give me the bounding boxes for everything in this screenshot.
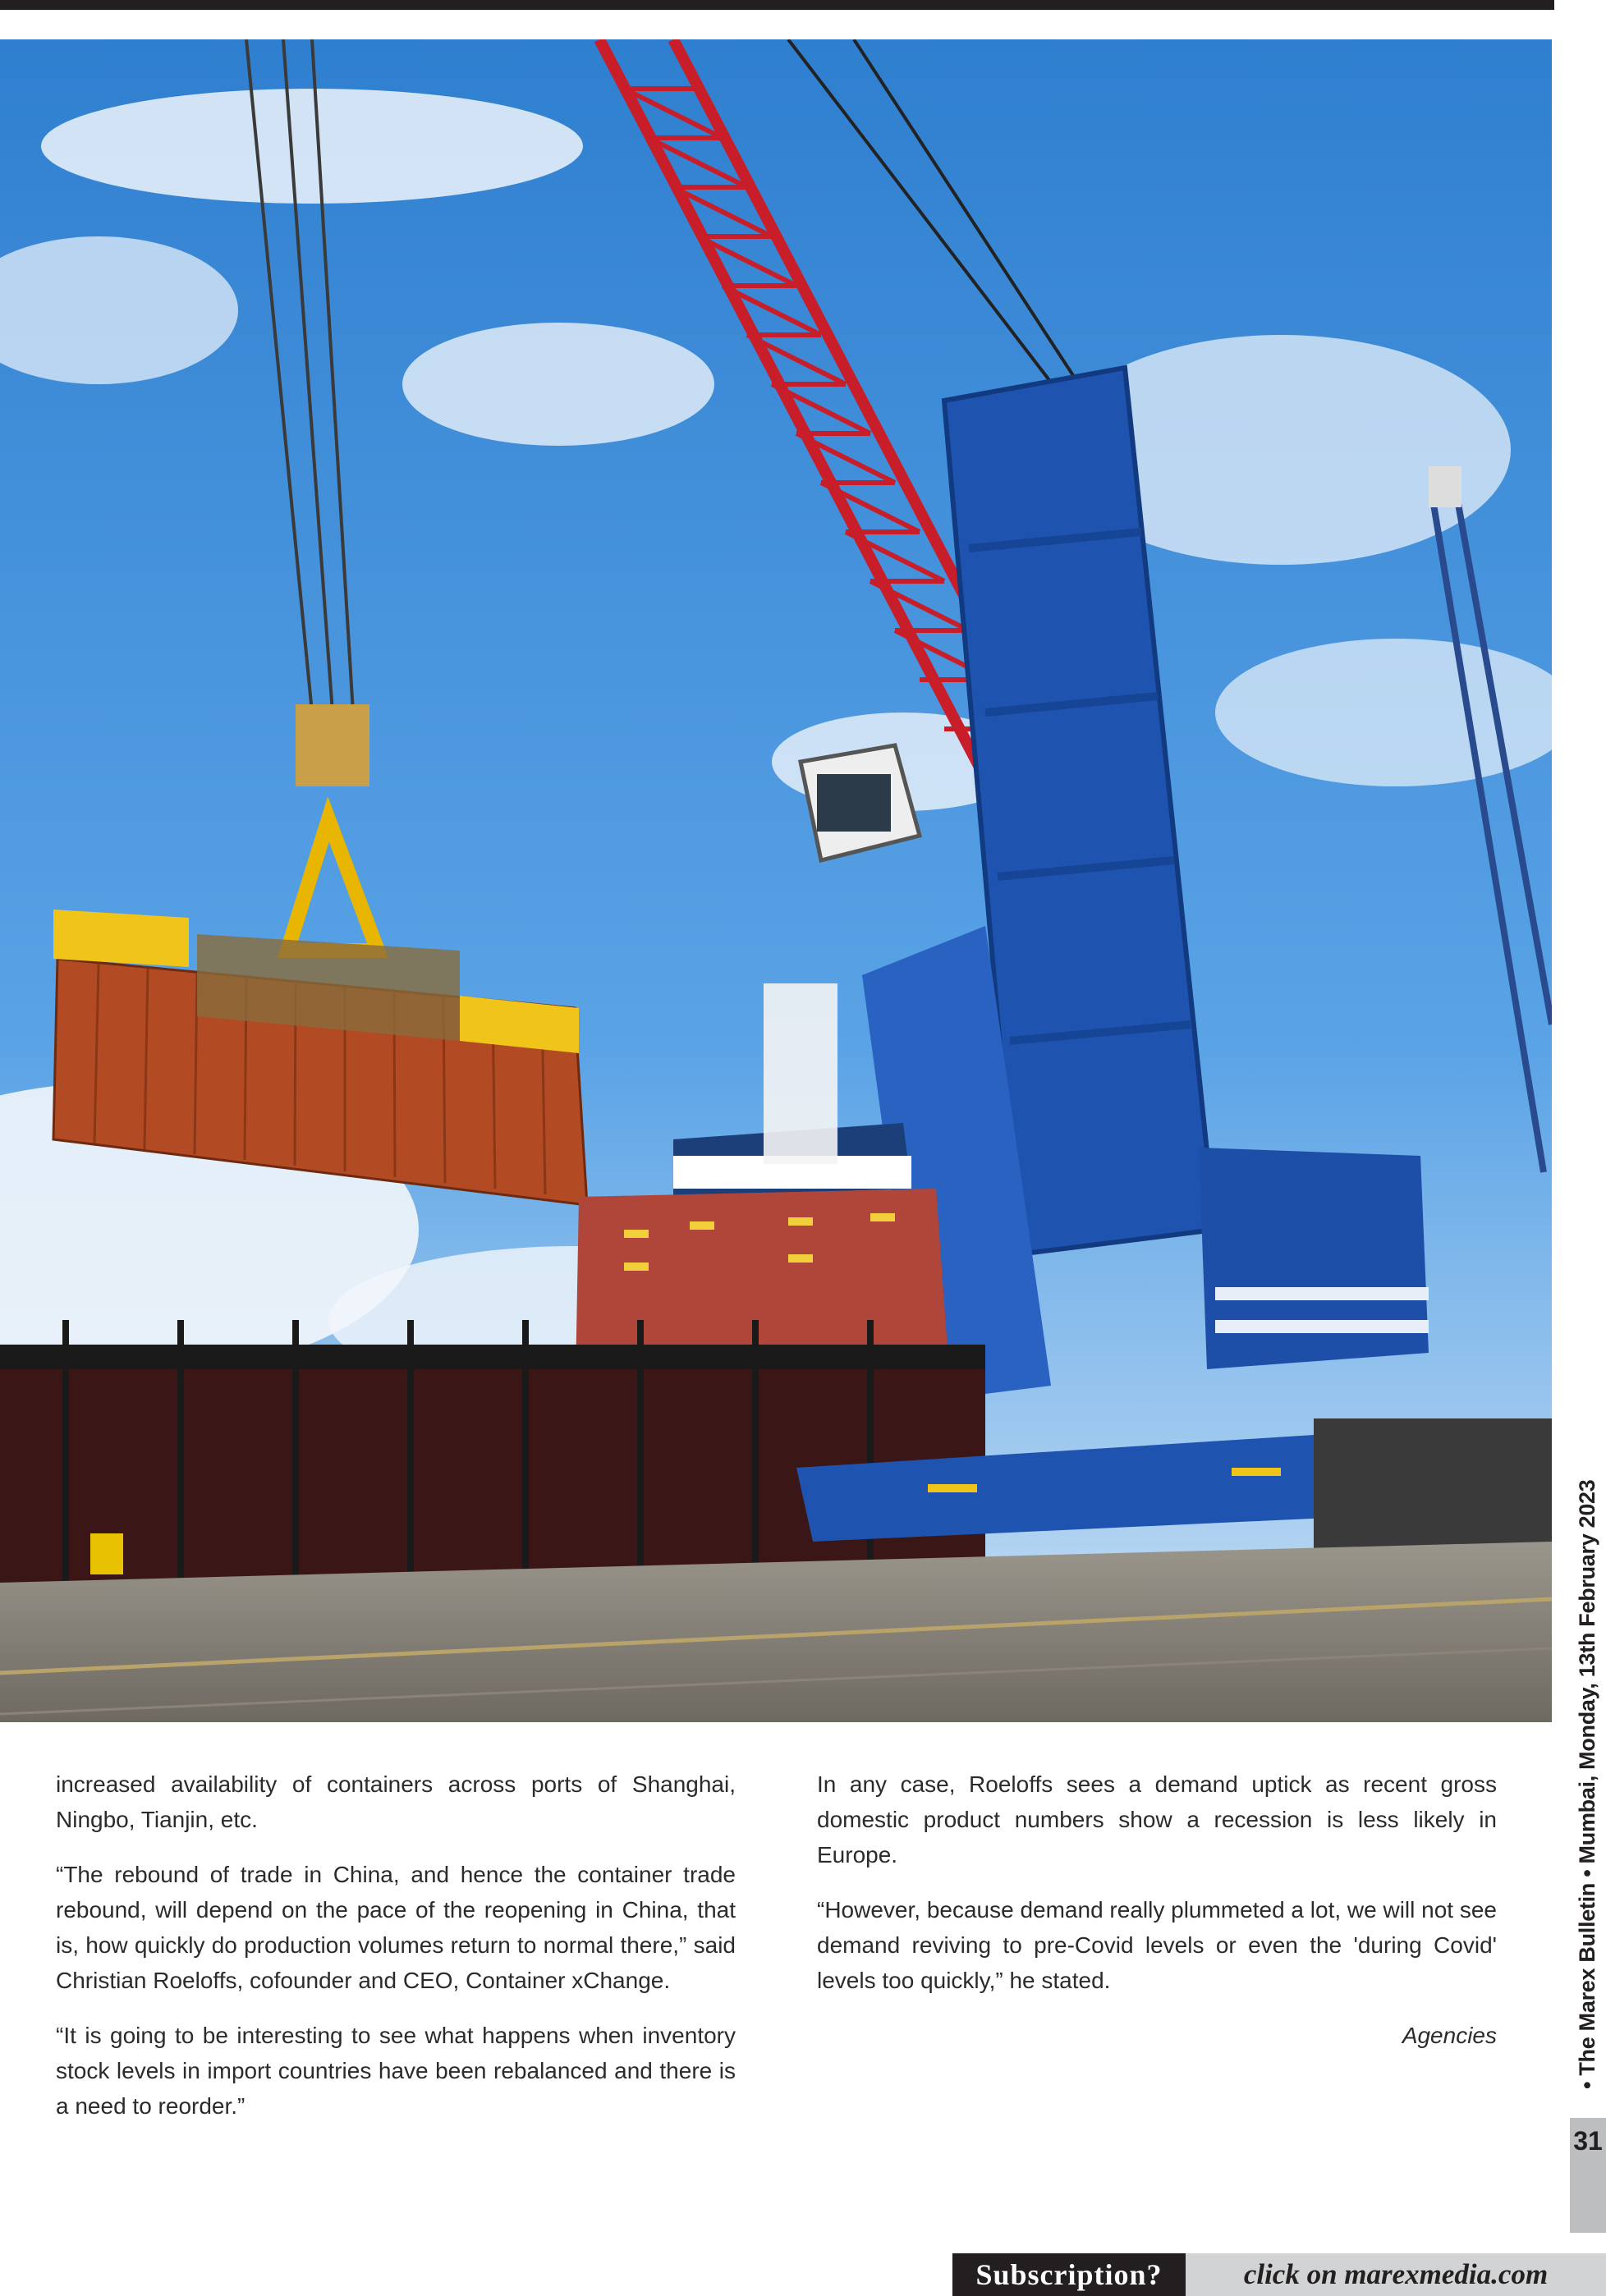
top-rule xyxy=(0,0,1554,10)
port-crane-photo xyxy=(0,39,1552,1722)
article-signoff: Agencies xyxy=(1402,2023,1497,2048)
running-title: • The Marex Bulletin • Mumbai, Monday, 13th February 2023 xyxy=(1575,1479,1599,2089)
article-column-left xyxy=(56,1767,736,2143)
article-paragraph: “However, because demand really plummeted a lot, we will not see demand reviving to pre-Covid levels or even the 'during Covid' levels too quickly,” he stated. xyxy=(817,1897,1497,1993)
page-number: 31 xyxy=(1573,2126,1603,2156)
subscription-button[interactable]: Subscription? xyxy=(952,2253,1186,2296)
article-paragraph: increased availability of containers across ports of Shanghai, Ningbo, Tianjin, etc. xyxy=(56,1771,736,1832)
article-paragraph: In any case, Roeloffs sees a demand uptick as recent gross domestic product numbers show a recession is less likely in Europe. xyxy=(817,1771,1497,1868)
article-paragraph: “It is going to be interesting to see what happens when inventory stock levels in import countries have been rebalanced and there is a need to reorder.” xyxy=(56,2023,736,2119)
subscription-link[interactable]: click on marexmedia.com xyxy=(1186,2253,1606,2296)
article-column-right xyxy=(817,1767,1497,2073)
article-paragraph: “The rebound of trade in China, and hence the container trade rebound, will depend on the pace of the reopening in China, that is, how quickly do production volumes return to normal there,” said Christian Roeloffs, cofounder and CEO, Container xChange. xyxy=(56,1862,736,1993)
